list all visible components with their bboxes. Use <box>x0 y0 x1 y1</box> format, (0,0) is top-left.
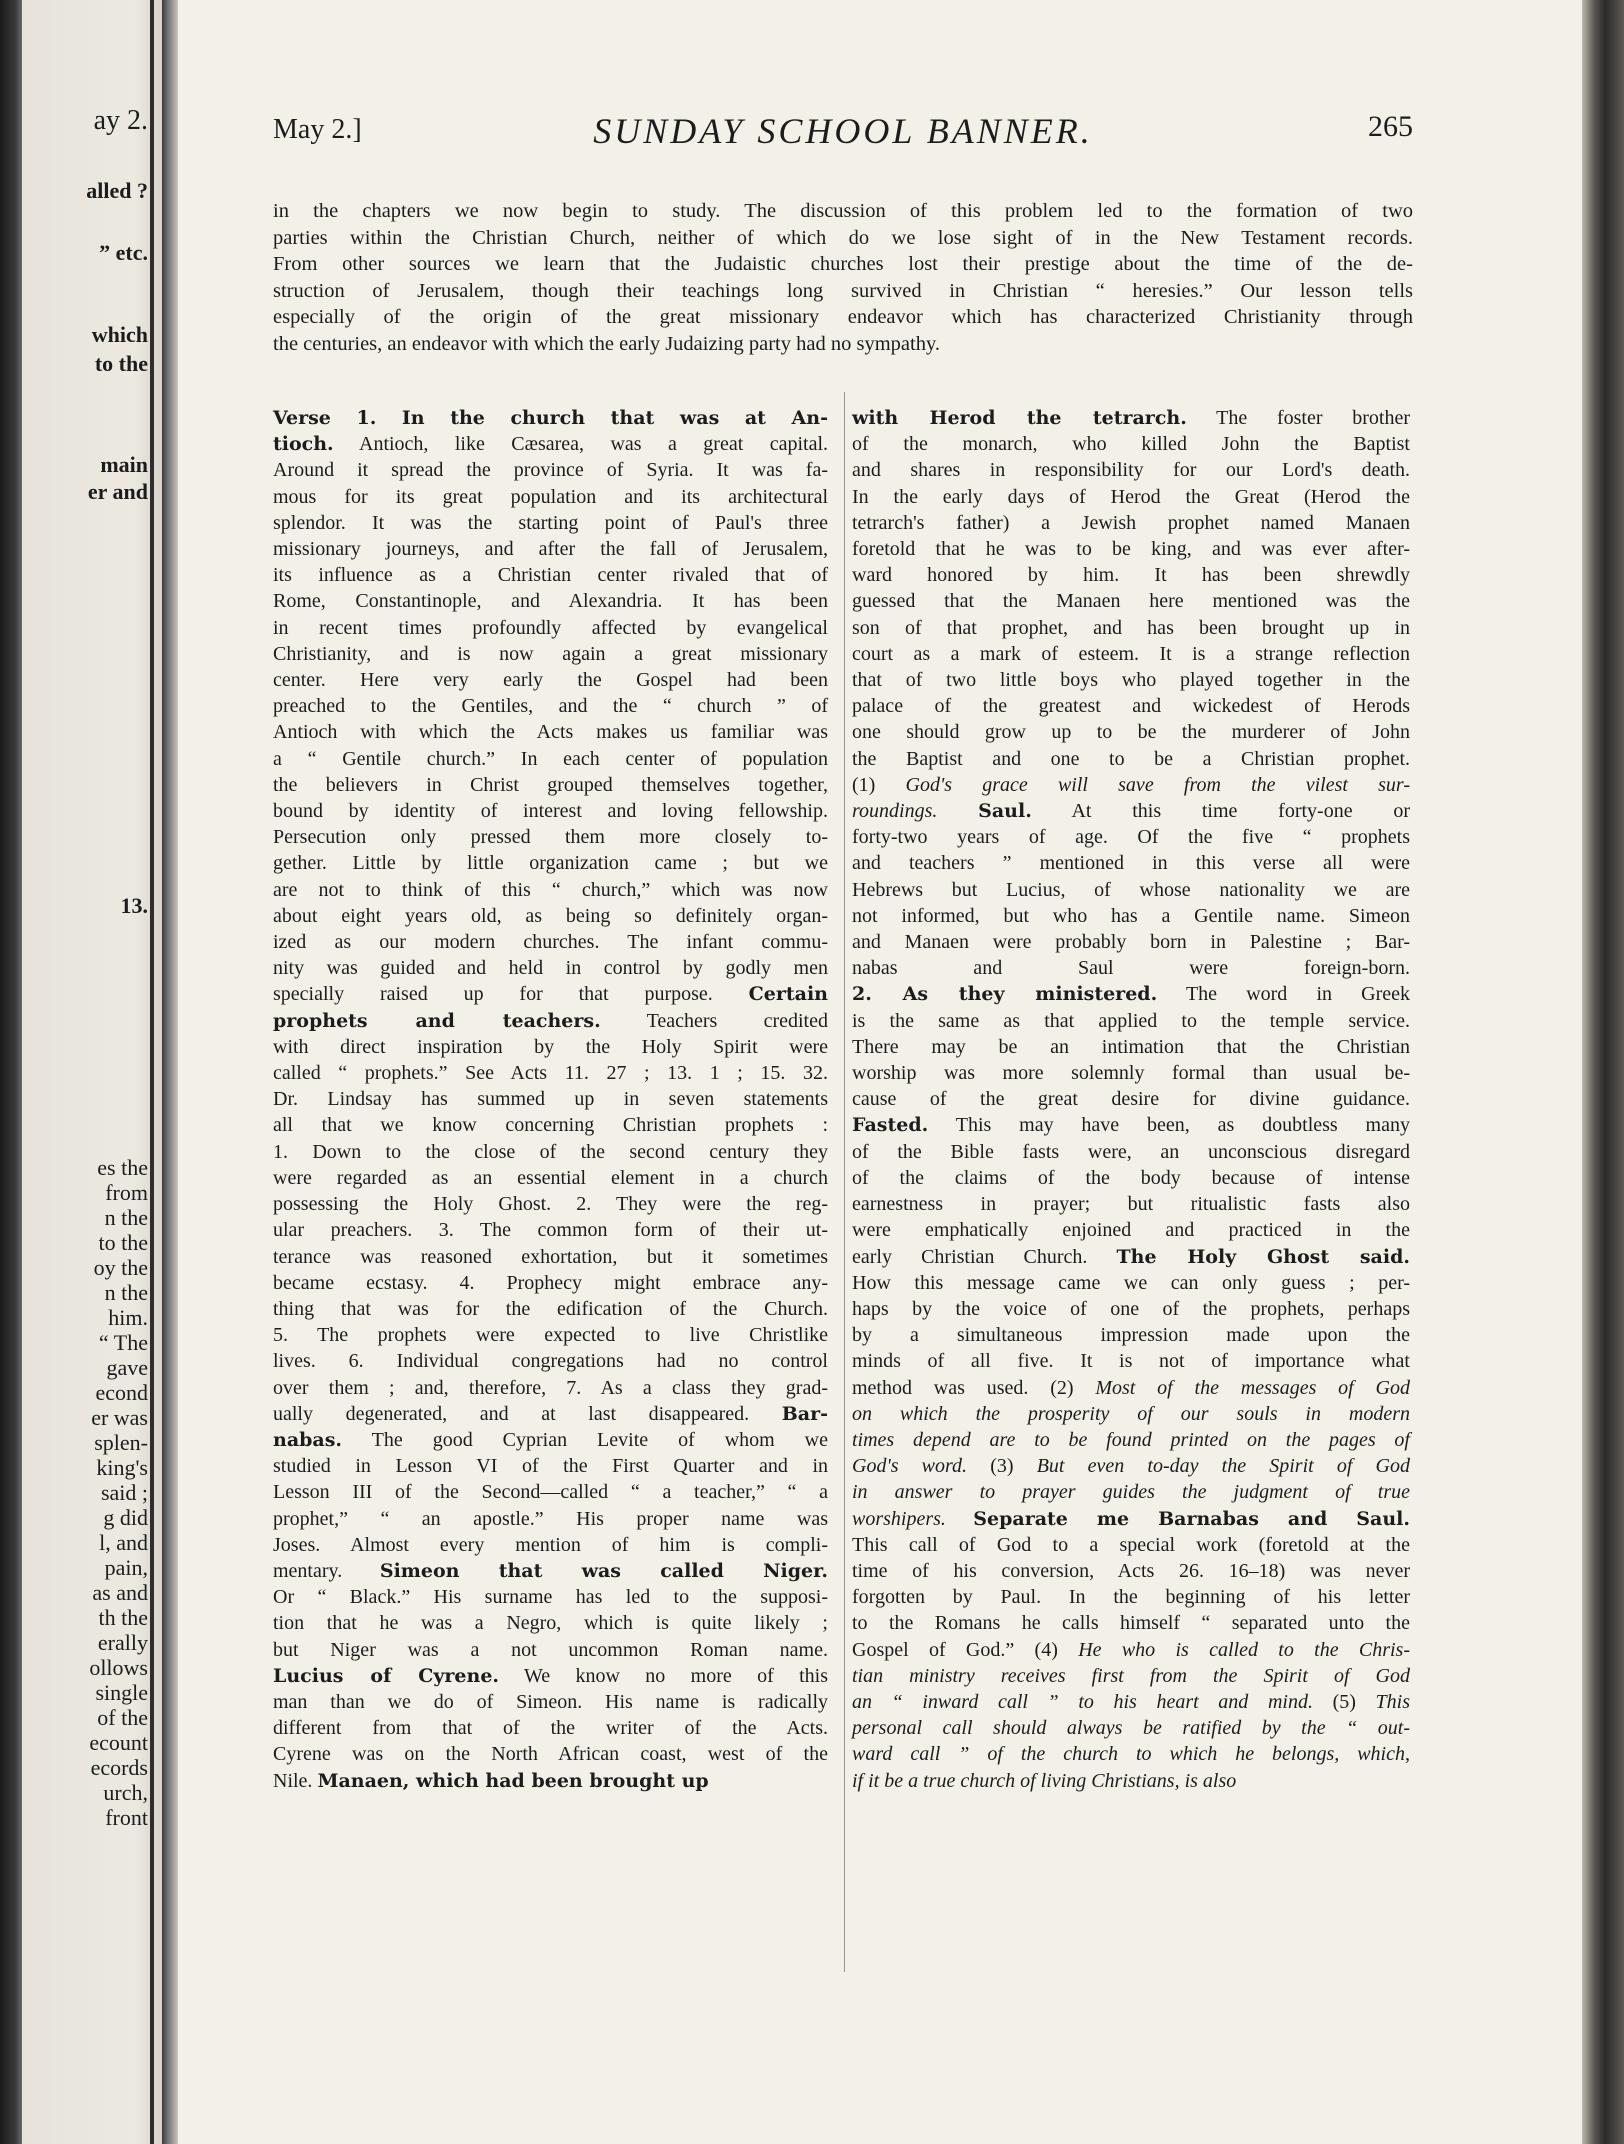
text-line <box>852 981 1410 1007</box>
previous-page-line: ay 2. <box>93 105 148 136</box>
text-segment: haps by the voice of one of the prophets, perhaps <box>852 1297 1410 1320</box>
text-line <box>852 877 1410 903</box>
text-line <box>273 772 828 798</box>
text-segment: of the monarch, who killed John the Baptist <box>852 433 1410 456</box>
header-date: May 2.] <box>273 114 362 145</box>
text-line <box>852 562 1410 588</box>
text-segment: son of that prophet, and has been brought up in <box>852 616 1410 639</box>
text-segment: and Manaen were probably born in Palestine ; Bar- <box>852 931 1410 954</box>
text-segment: is the same as that applied to the temple service. <box>852 1009 1410 1032</box>
previous-page-line: urch, <box>103 1780 148 1805</box>
bold-heading: Fasted. <box>852 1114 929 1137</box>
intro-line: From other sources we learn that the Judaistic churches lost their prestige about the time of the de- <box>273 253 1413 275</box>
text-segment: but Niger was a not uncommon Roman name. <box>273 1638 828 1661</box>
italic-text: God's grace will save from the vilest sur- <box>905 773 1410 796</box>
text-segment: How this message came we can only guess ; per- <box>852 1271 1410 1294</box>
text-line <box>273 1741 828 1767</box>
text-segment: guessed that the Manaen here mentioned was the <box>852 590 1410 613</box>
text-segment: Christianity, and is now again a great missionary <box>273 642 828 665</box>
text-line <box>852 667 1410 693</box>
text-line <box>273 1532 828 1558</box>
bold-heading: Certain <box>748 983 828 1006</box>
text-segment: man than we do of Simeon. His name is radically <box>273 1690 828 1713</box>
text-segment: time of his conversion, Acts 26. 16–18) was never <box>852 1559 1410 1582</box>
text-segment: Antioch with which the Acts makes us familiar was <box>273 721 828 744</box>
text-segment <box>937 800 978 822</box>
text-line <box>273 667 828 693</box>
text-segment: Dr. Lindsay has summed up in seven statements <box>273 1088 828 1111</box>
text-segment: tion that he was a Negro, which is quite likely ; <box>273 1612 828 1635</box>
text-line <box>273 1165 828 1191</box>
text-line <box>273 1610 828 1636</box>
text-segment: foretold that he was to be king, and was ever after- <box>852 538 1410 561</box>
text-segment: specially raised up for that purpose. <box>273 983 749 1006</box>
text-line <box>852 1558 1410 1584</box>
previous-page-edge <box>22 0 162 2144</box>
text-line <box>273 719 828 745</box>
text-line <box>852 431 1410 457</box>
text-line <box>852 1637 1410 1663</box>
text-line <box>273 1768 828 1794</box>
text-segment: 5. The prophets were expected to live Christlike <box>273 1324 828 1347</box>
text-line <box>273 431 828 457</box>
italic-text: This <box>1375 1690 1410 1713</box>
text-segment: over them ; and, therefore, 7. As a class they grad- <box>273 1376 828 1399</box>
text-segment: Around it spread the province of Syria. It was fa- <box>273 459 828 482</box>
italic-text: God's word. <box>852 1455 968 1478</box>
text-line <box>273 1244 828 1270</box>
text-line <box>852 1296 1410 1322</box>
page-number: 265 <box>1368 110 1413 143</box>
text-line <box>852 1270 1410 1296</box>
italic-text: an “ inward call ” to his heart and mind. <box>852 1690 1313 1713</box>
text-segment: of the Bible fasts were, an unconscious disregard <box>852 1140 1410 1163</box>
text-segment <box>946 1508 973 1530</box>
text-segment: splendor. It was the starting point of Paul's three <box>273 511 828 534</box>
italic-text: if it be a true church of living Christians, is also <box>852 1769 1237 1792</box>
text-segment: ually degenerated, and at last disappeared. <box>273 1402 782 1425</box>
text-line <box>852 1244 1410 1270</box>
previous-page-line: n the <box>104 1280 148 1305</box>
text-segment: became ecstasy. 4. Prophecy might embrace any- <box>273 1271 828 1294</box>
previous-page-line: front <box>105 1805 148 1830</box>
text-line <box>273 1112 828 1138</box>
text-segment: possessing the Holy Ghost. 2. They were the reg- <box>273 1193 828 1216</box>
text-line <box>852 693 1410 719</box>
text-line <box>273 484 828 510</box>
previous-page-line: main <box>100 452 148 477</box>
bold-heading: Manaen, which had been brought up <box>317 1769 709 1792</box>
italic-text: worshipers. <box>852 1507 946 1530</box>
text-line <box>852 1060 1410 1086</box>
text-segment: were emphatically enjoined and practiced in the <box>852 1219 1410 1242</box>
text-segment: gether. Little by little organization came ; but we <box>273 852 828 875</box>
text-segment: Nile. <box>273 1769 318 1792</box>
previous-page-line: ” etc. <box>99 240 148 265</box>
text-segment: (5) <box>1312 1690 1376 1713</box>
intro-paragraph <box>273 198 1413 357</box>
text-segment: terance was reasoned exhortation, but it sometimes <box>273 1245 828 1268</box>
text-line <box>273 405 828 431</box>
text-segment: by a simultaneous impression made upon the <box>852 1324 1410 1347</box>
text-line <box>273 1270 828 1296</box>
text-segment: nity was guided and held in control by godly men <box>273 957 828 980</box>
italic-text: Most of the messages of God <box>1095 1376 1410 1399</box>
italic-text: tian ministry receives first from the Spirit of God <box>852 1664 1410 1687</box>
text-line <box>852 1217 1410 1243</box>
text-segment: early Christian Church. <box>852 1245 1117 1268</box>
text-line <box>852 1506 1410 1532</box>
previous-page-line: erally <box>97 1630 148 1655</box>
italic-text: personal call should always be ratified by the “ out- <box>852 1717 1410 1740</box>
text-line <box>852 588 1410 614</box>
right-column <box>852 405 1410 1794</box>
text-line <box>273 1506 828 1532</box>
bold-heading: Bar- <box>781 1402 828 1425</box>
previous-page-line: es the <box>97 1155 148 1180</box>
text-line <box>273 1322 828 1348</box>
text-line <box>273 1008 828 1034</box>
text-line <box>852 1375 1410 1401</box>
text-line <box>273 1715 828 1741</box>
text-segment: tetrarch's father) a Jewish prophet named Manaen <box>852 511 1410 534</box>
text-line <box>273 1139 828 1165</box>
text-line <box>852 1610 1410 1636</box>
text-segment: In the early days of Herod the Great (Herod the <box>852 485 1410 508</box>
previous-page-line: ollows <box>89 1655 148 1680</box>
text-segment: different from that of the writer of the Acts. <box>273 1717 828 1740</box>
previous-page-line: g did <box>103 1505 148 1530</box>
text-line <box>273 1453 828 1479</box>
bold-heading: The Holy Ghost said. <box>1116 1245 1410 1268</box>
intro-line: struction of Jerusalem, though their teachings long survived in Christian “ heresies.” Our lesson tells <box>273 279 1413 302</box>
text-segment: are not to think of this “ church,” which was now <box>273 878 828 901</box>
text-segment: minds of all five. It is not of importance what <box>852 1350 1410 1373</box>
text-line <box>852 1715 1410 1741</box>
text-segment: court as a mark of esteem. It is a strange reflection <box>852 642 1410 665</box>
previous-page-line: er and <box>87 479 148 504</box>
text-line <box>273 510 828 536</box>
text-segment: Or “ Black.” His surname has led to the supposi- <box>273 1586 828 1609</box>
binding-line <box>150 0 154 2144</box>
text-segment: The good Cyprian Levite of whom we <box>342 1428 828 1451</box>
text-line <box>273 1479 828 1505</box>
intro-line: especially of the origin of the great missionary endeavor which has characterized Christianity through <box>273 306 1413 328</box>
previous-page-line: l, and <box>99 1530 148 1555</box>
previous-page-line: 13. <box>120 893 148 918</box>
text-line <box>273 1427 828 1453</box>
text-line <box>273 1663 828 1689</box>
text-segment: method was used. (2) <box>852 1376 1096 1399</box>
text-segment: earnestness in prayer; but ritualistic fasts also <box>852 1193 1410 1216</box>
text-segment: its influence as a Christian center rivaled that of <box>273 564 828 587</box>
text-line <box>852 1008 1410 1034</box>
text-line <box>273 457 828 483</box>
text-line <box>852 903 1410 929</box>
previous-page-line: th the <box>98 1605 148 1630</box>
text-line <box>852 1348 1410 1374</box>
text-line <box>273 1558 828 1584</box>
text-segment: prophet,” “ an apostle.” His proper name was <box>273 1507 828 1530</box>
text-line <box>852 929 1410 955</box>
text-segment: This may have been, as doubtless many <box>928 1114 1410 1137</box>
text-segment: At this time forty-one or <box>1031 800 1410 823</box>
text-segment: were regarded as an essential element in a church <box>273 1166 828 1189</box>
text-segment: ular preachers. 3. The common form of their ut- <box>273 1219 828 1242</box>
previous-page-line: pain, <box>104 1555 148 1580</box>
text-line <box>273 1401 828 1427</box>
text-segment: ized as our modern churches. The infant commu- <box>273 931 828 954</box>
previous-page-line: ecords <box>90 1755 148 1780</box>
previous-page-line: gave <box>106 1355 148 1380</box>
text-line <box>273 746 828 772</box>
text-line <box>273 824 828 850</box>
previous-page-line: to the <box>98 1230 148 1255</box>
text-line <box>273 955 828 981</box>
text-segment: lives. 6. Individual congregations had no control <box>273 1350 828 1373</box>
text-line <box>852 1741 1410 1767</box>
text-segment: a “ Gentile church.” In each center of population <box>273 747 828 770</box>
previous-page-line: from <box>105 1180 148 1205</box>
text-line <box>852 1401 1410 1427</box>
italic-text: He who is called to the Chris- <box>1078 1638 1410 1661</box>
text-line <box>852 457 1410 483</box>
text-line <box>273 1060 828 1086</box>
text-segment: and shares in responsibility for our Lord's death. <box>852 459 1410 482</box>
text-segment: Joses. Almost every mention of him is compli- <box>273 1533 828 1556</box>
text-line <box>852 1584 1410 1610</box>
text-line <box>852 1112 1410 1138</box>
previous-page-line: as and <box>92 1580 148 1605</box>
text-segment: the Baptist and one to be a Christian prophet. <box>852 747 1410 770</box>
page <box>178 0 1582 2144</box>
text-line <box>852 798 1410 824</box>
text-segment: 1. Down to the close of the second century they <box>273 1140 828 1163</box>
text-segment: forgotten by Paul. In the beginning of his letter <box>852 1586 1410 1609</box>
bold-heading: with Herod the tetrarch. <box>852 407 1187 429</box>
text-line <box>273 1034 828 1060</box>
bold-heading: Lucius of Cyrene. <box>273 1664 500 1687</box>
text-line <box>273 929 828 955</box>
text-line <box>273 1584 828 1610</box>
text-line <box>273 1086 828 1112</box>
text-line <box>273 850 828 876</box>
text-segment: and teachers ” mentioned in this verse all were <box>852 852 1410 875</box>
text-line <box>852 824 1410 850</box>
running-header <box>273 110 1413 156</box>
previous-page-line: him. <box>108 1305 148 1330</box>
text-segment: center. Here very early the Gospel had been <box>273 669 828 692</box>
text-line <box>273 1637 828 1663</box>
text-segment: the believers in Christ grouped themselves together, <box>273 773 828 796</box>
previous-page-line: said ; <box>100 1480 148 1505</box>
scan-border <box>0 0 22 2144</box>
text-line <box>852 641 1410 667</box>
text-line <box>273 1191 828 1217</box>
text-segment: thing that was for the edification of the Church. <box>273 1297 828 1320</box>
previous-page-line: ecount <box>89 1730 148 1755</box>
text-line <box>852 1191 1410 1217</box>
text-line <box>852 955 1410 981</box>
text-line <box>273 877 828 903</box>
intro-line: in the chapters we now begin to study. The discussion of this problem led to the formation of two <box>273 200 1413 222</box>
text-segment: cause of the great desire for divine guidance. <box>852 1088 1410 1111</box>
text-segment: with direct inspiration by the Holy Spirit were <box>273 1035 828 1058</box>
bold-heading: Separate me Barnabas and Saul. <box>973 1507 1410 1530</box>
text-segment: forty-two years of age. Of the five “ prophets <box>852 826 1410 849</box>
text-line <box>852 1768 1410 1794</box>
previous-page-line: er was <box>91 1405 148 1430</box>
text-line <box>852 536 1410 562</box>
text-segment: mentary. <box>273 1559 380 1582</box>
text-segment: Lesson III of the Second—called “ a teacher,” “ a <box>273 1481 828 1504</box>
previous-page-line: single <box>95 1680 148 1705</box>
previous-page-line: oy the <box>93 1255 148 1280</box>
page-gutter <box>162 0 178 2144</box>
text-segment: Rome, Constantinople, and Alexandria. It has been <box>273 590 828 613</box>
text-line <box>273 798 828 824</box>
text-line <box>852 1165 1410 1191</box>
text-line <box>852 615 1410 641</box>
text-line <box>273 588 828 614</box>
italic-text: ward call ” of the church to which he belongs, which, <box>852 1743 1410 1766</box>
previous-page-line: to the <box>94 351 148 376</box>
italic-text: roundings. <box>852 800 938 823</box>
text-segment: one should grow up to be the murderer of John <box>852 721 1410 744</box>
text-segment: Teachers credited <box>600 1009 828 1032</box>
previous-page-line: which <box>91 322 148 347</box>
intro-line: parties within the Christian Church, neither of which do we lose sight of in the New Testament records. <box>273 226 1413 249</box>
text-segment: This call of God to a special work (foretold at the <box>852 1533 1410 1556</box>
publication-title: SUNDAY SCHOOL BANNER. <box>593 111 1093 151</box>
text-segment: nabas and Saul were foreign-born. <box>852 957 1410 980</box>
italic-text: times depend are to be found printed on the pages of <box>852 1428 1410 1451</box>
text-segment: to the Romans he calls himself “ separated unto the <box>852 1612 1410 1635</box>
previous-page-line: of the <box>97 1705 148 1730</box>
text-segment: studied in Lesson VI of the First Quarter and in <box>273 1455 828 1478</box>
text-line <box>852 1086 1410 1112</box>
text-segment: Cyrene was on the North African coast, west of the <box>273 1743 828 1766</box>
left-column <box>273 405 828 1794</box>
text-line <box>273 1375 828 1401</box>
text-line <box>273 641 828 667</box>
text-segment: (3) <box>967 1455 1037 1478</box>
text-segment: about eight years old, as being so definitely organ- <box>273 904 828 927</box>
text-segment: ward honored by him. It has been shrewdly <box>852 564 1410 587</box>
bold-heading: 2. As they ministered. <box>852 983 1158 1006</box>
text-segment: in recent times profoundly affected by evangelical <box>273 616 828 639</box>
text-line <box>852 772 1410 798</box>
text-line <box>273 1348 828 1374</box>
text-segment: Persecution only pressed them more closely to- <box>273 826 828 849</box>
text-line <box>852 1663 1410 1689</box>
previous-page-line: econd <box>95 1380 148 1405</box>
text-line <box>273 562 828 588</box>
text-line <box>852 719 1410 745</box>
intro-line: the centuries, an endeavor with which the early Judaizing party had no sympathy. <box>273 332 940 355</box>
text-line <box>852 1427 1410 1453</box>
text-line <box>852 850 1410 876</box>
bold-heading: prophets and teachers. <box>273 1009 601 1032</box>
text-line <box>852 746 1410 772</box>
previous-page-line: king's <box>96 1455 148 1480</box>
text-segment: missionary journeys, and after the fall of Jerusalem, <box>273 538 828 561</box>
text-line <box>852 1479 1410 1505</box>
text-line <box>273 1296 828 1322</box>
text-segment: (1) <box>852 773 906 796</box>
text-segment: Hebrews but Lucius, of whose nationality we are <box>852 878 1410 901</box>
previous-page-line: splen- <box>94 1430 148 1455</box>
text-line <box>273 1217 828 1243</box>
text-segment: The foster brother <box>1186 407 1411 429</box>
bold-heading: nabas. <box>273 1428 343 1451</box>
text-segment: that of two little boys who played together in the <box>852 669 1410 692</box>
column-divider <box>844 392 845 1972</box>
text-line <box>273 536 828 562</box>
italic-text: in answer to prayer guides the judgment of true <box>852 1481 1410 1504</box>
text-line <box>273 903 828 929</box>
text-line <box>273 693 828 719</box>
text-segment: mous for its great population and its architectural <box>273 485 828 508</box>
italic-text: on which the prosperity of our souls in modern <box>852 1402 1410 1425</box>
text-line <box>273 615 828 641</box>
text-segment: worship was more solemnly formal than usual be- <box>852 1062 1410 1085</box>
text-segment: Antioch, like Cæsarea, was a great capital. <box>333 433 828 456</box>
text-segment: bound by identity of interest and loving fellowship. <box>273 800 828 823</box>
text-segment: all that we know concerning Christian prophets : <box>273 1114 828 1137</box>
text-line <box>852 1532 1410 1558</box>
text-segment: Gospel of God.” (4) <box>852 1638 1079 1661</box>
previous-page-line: alled ? <box>86 178 148 203</box>
text-segment: There may be an intimation that the Christian <box>852 1035 1410 1058</box>
text-line <box>852 1689 1410 1715</box>
text-line <box>852 510 1410 536</box>
text-line <box>852 1322 1410 1348</box>
text-segment: We know no more of this <box>499 1664 829 1687</box>
bold-heading: tioch. <box>273 433 334 456</box>
text-segment: The word in Greek <box>1157 983 1411 1006</box>
bold-heading: Simeon that was called Niger. <box>379 1559 828 1582</box>
text-line <box>852 1034 1410 1060</box>
text-segment: preached to the Gentiles, and the “ church ” of <box>273 695 828 718</box>
page-edge-shadow <box>1582 0 1624 2144</box>
text-line <box>852 484 1410 510</box>
text-segment: of the claims of the body because of intense <box>852 1166 1410 1189</box>
text-line <box>273 1689 828 1715</box>
text-line <box>852 1453 1410 1479</box>
previous-page-line: “ The <box>98 1330 148 1355</box>
bold-heading: Verse 1. In the church that was at An- <box>273 407 828 429</box>
text-segment: not informed, but who has a Gentile name. Simeon <box>852 904 1410 927</box>
text-line <box>852 405 1410 431</box>
text-line <box>852 1139 1410 1165</box>
bold-heading: Saul. <box>978 800 1032 823</box>
italic-text: But even to-day the Spirit of God <box>1036 1455 1410 1478</box>
text-segment: called “ prophets.” See Acts 11. 27 ; 13. 1 ; 15. 32. <box>273 1062 828 1085</box>
text-segment: palace of the greatest and wickedest of Herods <box>852 695 1410 718</box>
previous-page-line: n the <box>104 1205 148 1230</box>
text-line <box>273 981 828 1007</box>
